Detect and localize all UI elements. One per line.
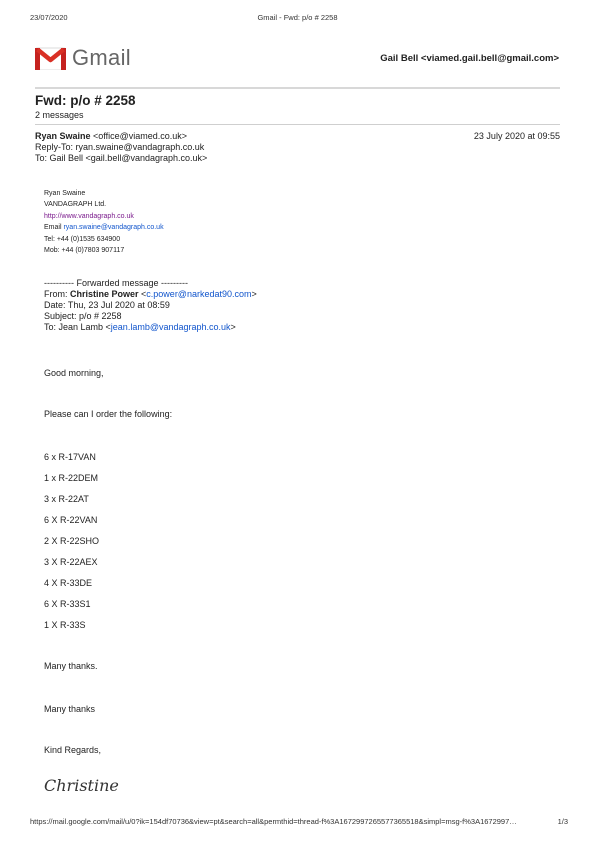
signature-email-link[interactable]: ryan.swaine@vandagraph.co.uk xyxy=(63,224,164,231)
reply-to-address: ryan.swaine@vandagraph.co.uk xyxy=(75,142,205,152)
thread-subject: Fwd: p/o # 2258 xyxy=(35,93,136,108)
signature-website-link[interactable]: http://www.vandagraph.co.uk xyxy=(44,213,134,220)
forwarded-from-label: From: xyxy=(44,289,68,299)
forwarded-from-line: From: Christine Power <c.power@narkedat90.com> xyxy=(44,289,257,299)
order-request: Please can I order the following: xyxy=(44,409,173,419)
print-date: 23/07/2020 xyxy=(30,13,68,22)
forwarded-subject: Subject: p/o # 2258 xyxy=(44,311,122,321)
message-count: 2 messages xyxy=(35,110,84,120)
order-item: 6 x R-17VAN xyxy=(44,452,96,462)
forwarded-to-close: > xyxy=(230,322,236,332)
order-item: 2 X R-22SHO xyxy=(44,536,100,546)
greeting: Good morning, xyxy=(44,368,104,378)
order-item: 6 X R-22VAN xyxy=(44,515,98,525)
print-page-number: 1/3 xyxy=(557,817,568,826)
signature-tel: Tel: +44 (0)1535 634900 xyxy=(44,236,121,243)
to-label: To: xyxy=(35,153,48,163)
gmail-logo-text: Gmail xyxy=(72,45,131,70)
signature-name: Ryan Swaine xyxy=(44,190,86,197)
forwarded-to-label: To: Jean Lamb < xyxy=(44,322,111,332)
forwarded-divider: ---------- Forwarded message --------- xyxy=(44,278,188,288)
reply-to-line xyxy=(35,142,204,153)
sender-email: <office@viamed.co.uk> xyxy=(93,131,188,141)
handwritten-signature: Christine xyxy=(44,776,119,795)
order-item: 1 x R-22DEM xyxy=(44,473,99,483)
message-date: 23 July 2020 at 09:55 xyxy=(473,131,560,141)
signature-company: VANDAGRAPH Ltd. xyxy=(44,201,107,208)
order-item: 3 X R-22AEX xyxy=(44,557,98,567)
order-item: 6 X R-33S1 xyxy=(44,599,91,609)
order-item: 1 X R-33S xyxy=(44,620,86,630)
to-address: Gail Bell <gail.bell@vandagraph.co.uk> xyxy=(49,153,208,163)
header-divider xyxy=(35,87,560,89)
forwarded-from-name: Christine Power xyxy=(70,289,139,299)
print-title: Gmail - Fwd: p/o # 2258 xyxy=(257,13,338,22)
gmail-logo xyxy=(35,44,131,72)
gmail-envelope-icon xyxy=(35,46,66,70)
thanks-line-1: Many thanks. xyxy=(44,661,98,671)
reply-to-label: Reply-To: xyxy=(35,142,74,152)
sender-name: Ryan Swaine xyxy=(35,131,91,141)
forwarded-to-email-link[interactable]: jean.lamb@vandagraph.co.uk xyxy=(110,322,231,332)
order-item: 3 x R-22AT xyxy=(44,494,89,504)
sender-line xyxy=(35,131,187,142)
forwarded-to-line xyxy=(44,322,236,333)
signature-email-line xyxy=(44,222,164,234)
forwarded-from-email-link[interactable]: c.power@narkedat90.com xyxy=(146,289,252,299)
thanks-line-2: Many thanks xyxy=(44,704,96,714)
signature-mob: Mob: +44 (0)7803 907117 xyxy=(44,247,125,254)
account-label: Gail Bell <viamed.gail.bell@gmail.com> xyxy=(380,53,559,64)
thread-divider xyxy=(35,124,560,125)
print-url: https://mail.google.com/mail/u/0?ik=154df70736&view=pt&search=all&permthid=thread-f%3A1672997265577365518&simpl=msg-f%3A1672997… xyxy=(30,817,517,826)
to-line xyxy=(35,153,207,164)
order-item: 4 X R-33DE xyxy=(44,578,93,588)
closing-line: Kind Regards, xyxy=(44,745,102,755)
forwarded-date: Date: Thu, 23 Jul 2020 at 08:59 xyxy=(44,300,170,310)
signature-email-label: Email xyxy=(44,224,62,231)
